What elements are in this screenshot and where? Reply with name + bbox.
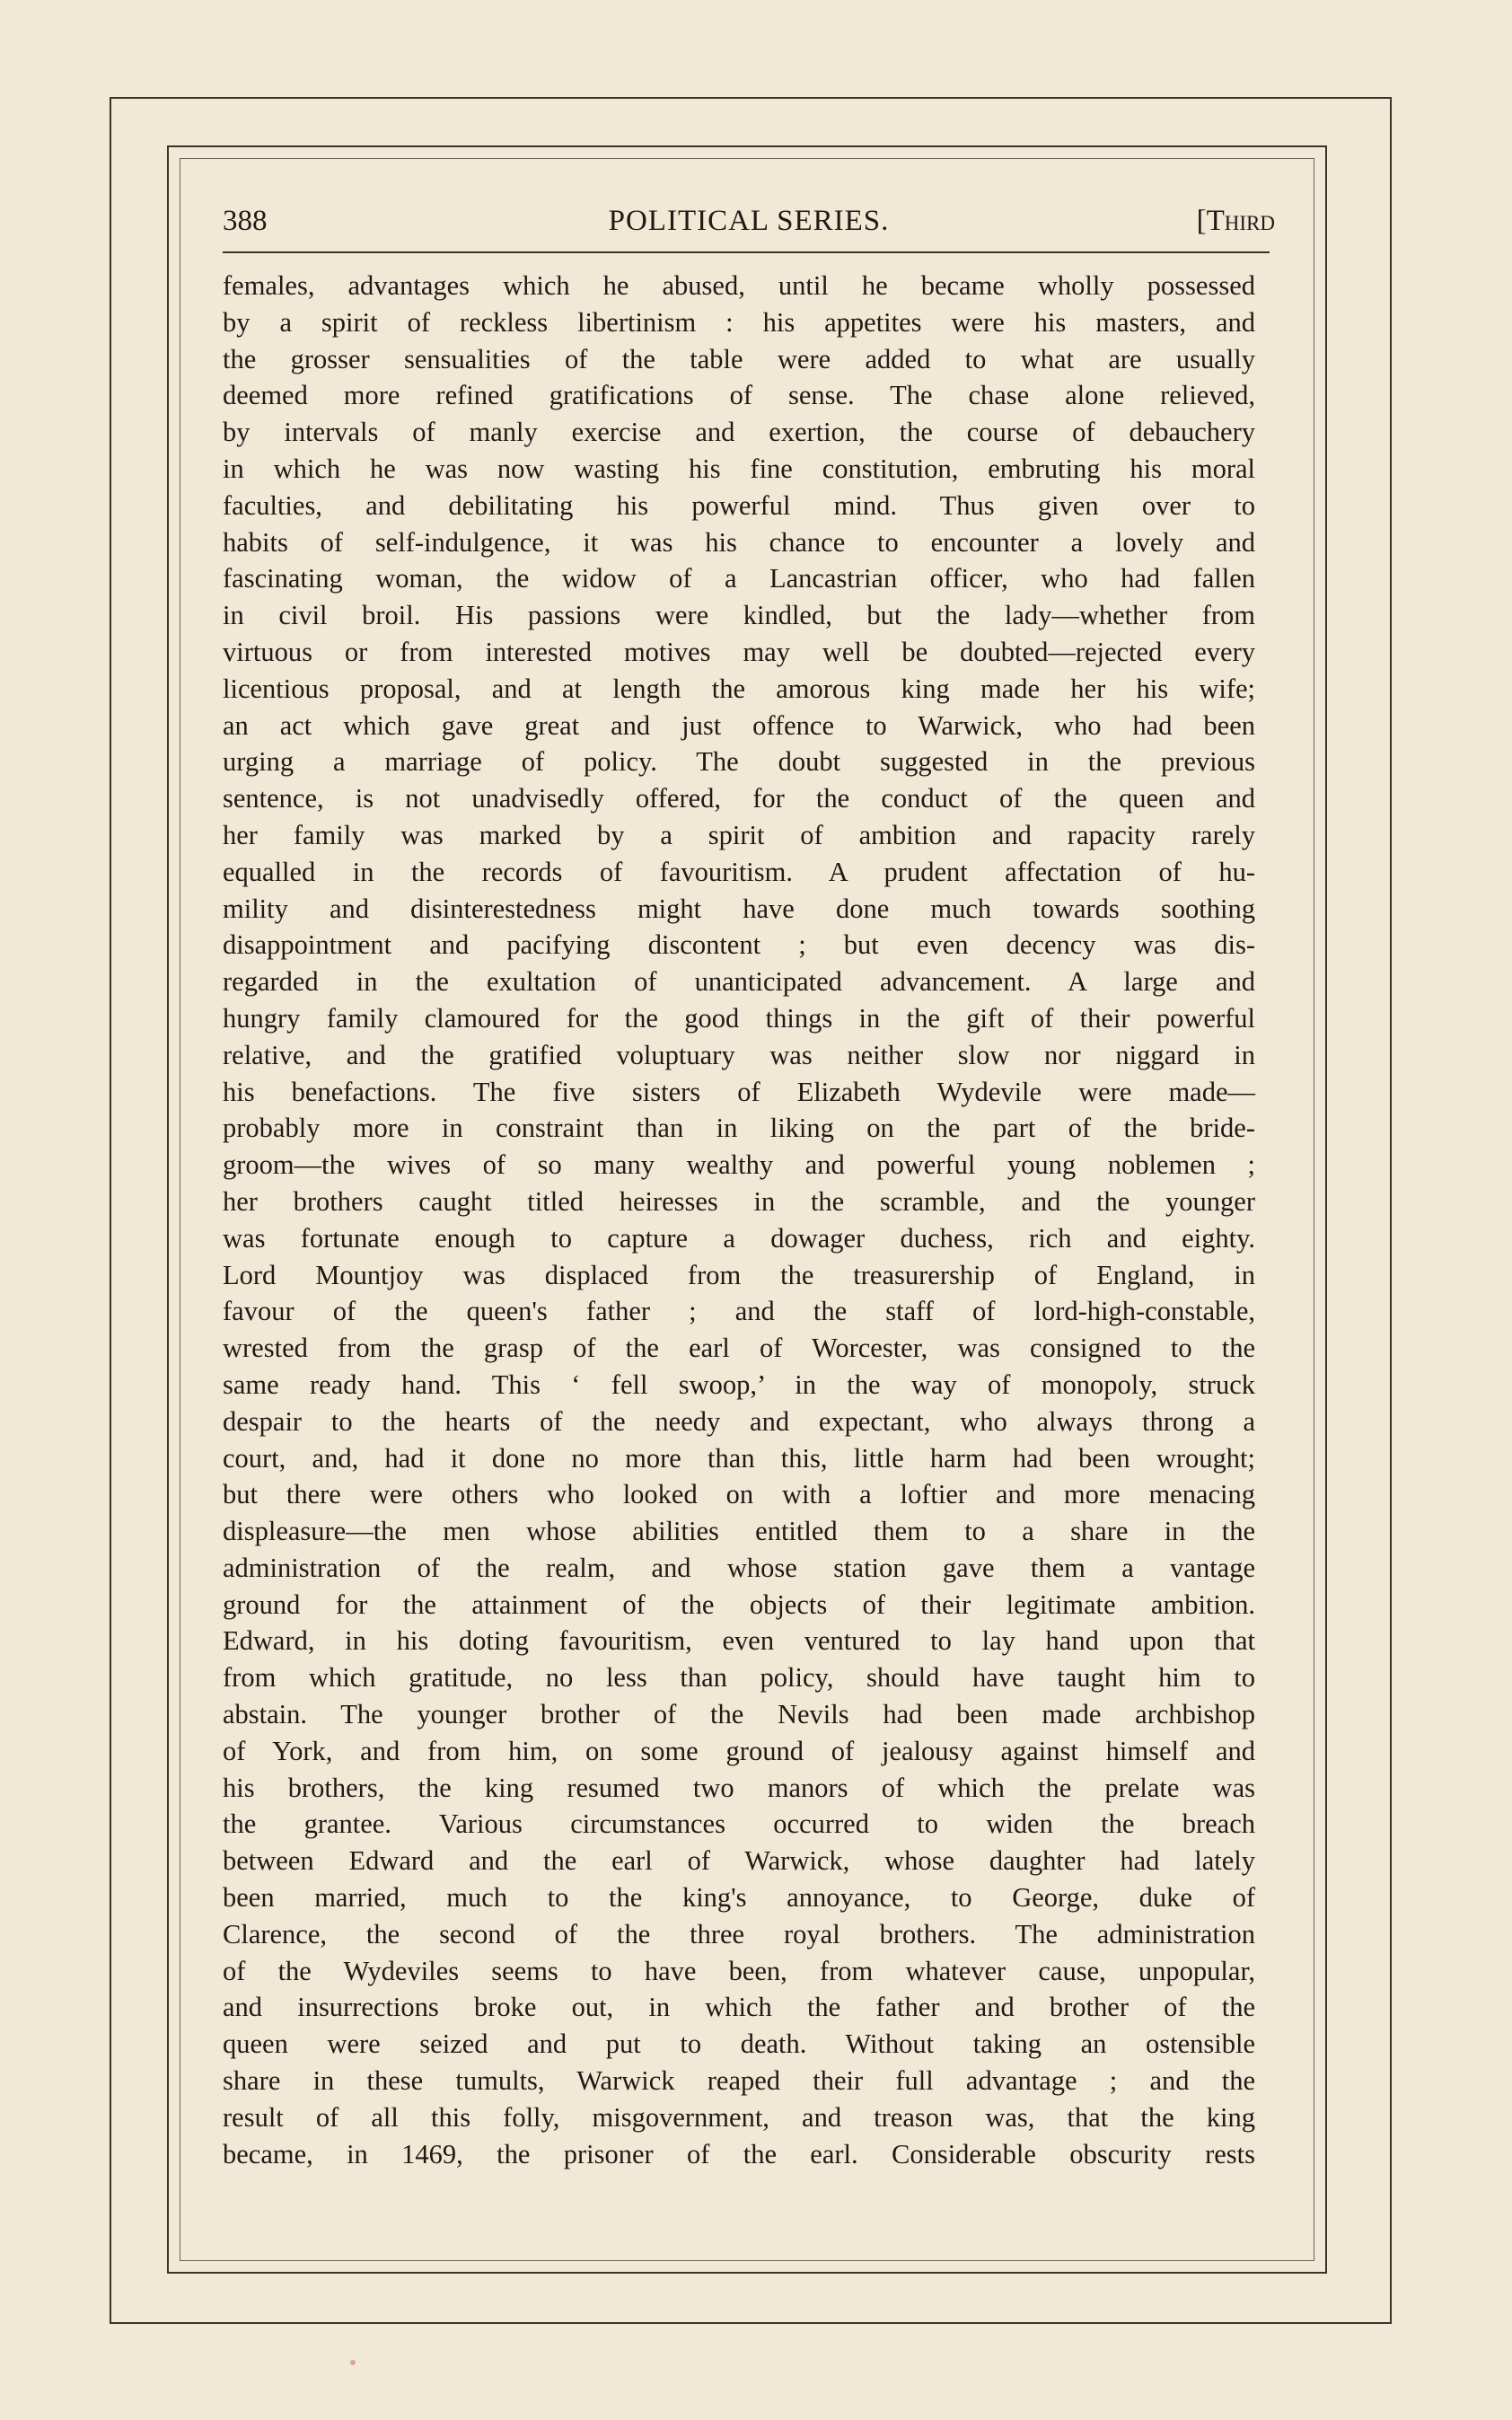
text-line: licentious proposal, and at length the amorous king made her his wife; [223,673,1255,704]
text-line: by a spirit of reckless libertinism : his appetites were his masters, and [223,306,1255,338]
text-line: been married, much to the king's annoyance, to George, duke of [223,1882,1255,1914]
text-line: urging a marriage of policy. The doubt suggested in the previous [223,746,1255,778]
text-line: an act which gave great and just offence to Warwick, who had been [223,709,1255,741]
ink-spot [350,2360,356,2365]
text-line: mility and disinterestedness might have done much towards soothing [223,893,1255,924]
text-line: favour of the queen's father ; and the staff of lord-high-constable, [223,1296,1255,1327]
text-line: wrested from the grasp of the earl of Worcester, was consigned to the [223,1333,1255,1364]
text-line: sentence, is not unadvisedly offered, for the conduct of the queen and [223,783,1255,814]
body-text [223,268,1255,2172]
text-line: between Edward and the earl of Warwick, whose daughter had lately [223,1845,1255,1877]
text-line: his brothers, the king resumed two manors of which the prelate was [223,1772,1255,1803]
text-line: ground for the attainment of the objects of their legitimate ambition. [223,1588,1255,1620]
text-line: court, and, had it done no more than this, little harm had been wrought; [223,1442,1255,1474]
text-line: Clarence, the second of the three royal brothers. The administration [223,1918,1255,1949]
text-line: relative, and the gratified voluptuary was neither slow nor niggard in [223,1039,1255,1070]
text-line: became, in 1469, the prisoner of the earl. Considerable obscurity rests [223,2138,1255,2169]
text-line: and insurrections broke out, in which the father and brother of the [223,1992,1255,2023]
text-line: Edward, in his doting favouritism, even ventured to lay hand upon that [223,1625,1255,1657]
text-line: females, advantages which he abused, until he became wholly possessed [223,270,1255,301]
text-line: abstain. The younger brother of the Nevils had been made archbishop [223,1699,1255,1730]
text-line: in which he was now wasting his fine constitution, embruting his moral [223,453,1255,484]
text-line: displeasure—the men whose abilities entitled them to a share in the [223,1516,1255,1547]
text-line: from which gratitude, no less than policy, should have taught him to [223,1662,1255,1694]
text-line: administration of the realm, and whose station gave them a vantage [223,1552,1255,1583]
header-rule [223,251,1270,253]
text-line: virtuous or from interested motives may well be doubted—rejected every [223,636,1255,667]
text-line: of York, and from him, on some ground of jealousy against himself and [223,1735,1255,1766]
text-line: share in these tumults, Warwick reaped their full advantage ; and the [223,2065,1255,2097]
text-line: disappointment and pacifying discontent ; but even decency was dis- [223,929,1255,961]
running-title: POLITICAL SERIES. [608,205,890,237]
text-line: groom—the wives of so many wealthy and powerful young noblemen ; [223,1149,1255,1181]
text-line: the grantee. Various circumstances occurred to widen the breach [223,1808,1255,1840]
text-line: fascinating woman, the widow of a Lancastrian officer, who had fallen [223,563,1255,594]
text-line: her brothers caught titled heiresses in the scramble, and the younger [223,1185,1255,1217]
text-line: Lord Mountjoy was displaced from the treasurership of England, in [223,1259,1255,1290]
text-line: his benefactions. The five sisters of Elizabeth Wydevile were made— [223,1076,1255,1107]
text-line: the grosser sensualities of the table were added to what are usually [223,343,1255,374]
text-line: but there were others who looked on with a loftier and more menacing [223,1479,1255,1510]
text-line: hungry family clamoured for the good things in the gift of their powerful [223,1002,1255,1034]
text-line: queen were seized and put to death. Without taking an ostensible [223,2028,1255,2060]
text-line: despair to the hearts of the needy and expectant, who always throng a [223,1405,1255,1437]
text-line: of the Wydeviles seems to have been, from whatever cause, unpopular, [223,1955,1255,1986]
section-marker: [Third [1196,205,1275,237]
text-line: her family was marked by a spirit of ambition and rapacity rarely [223,819,1255,850]
text-line: habits of self-indulgence, it was his chance to encounter a lovely and [223,526,1255,558]
running-header [223,196,1275,246]
text-line: result of all this folly, misgovernment, and treason was, that the king [223,2101,1255,2133]
text-line: by intervals of manly exercise and exertion, the course of debauchery [223,417,1255,448]
page-number: 388 [223,205,268,237]
text-line: faculties, and debilitating his powerful mind. Thus given over to [223,489,1255,521]
text-line: same ready hand. This ‘ fell swoop,’ in the way of monopoly, struck [223,1368,1255,1400]
text-line: in civil broil. His passions were kindled, but the lady—whether from [223,600,1255,631]
text-line: probably more in constraint than in liking on the part of the bride- [223,1113,1255,1144]
text-line: deemed more refined gratifications of sense. The chase alone relieved, [223,380,1255,411]
text-line: regarded in the exultation of unanticipated advancement. A large and [223,966,1255,998]
text-line: was fortunate enough to capture a dowager duchess, rich and eighty. [223,1222,1255,1254]
text-line: equalled in the records of favouritism. A prudent affectation of hu- [223,856,1255,887]
